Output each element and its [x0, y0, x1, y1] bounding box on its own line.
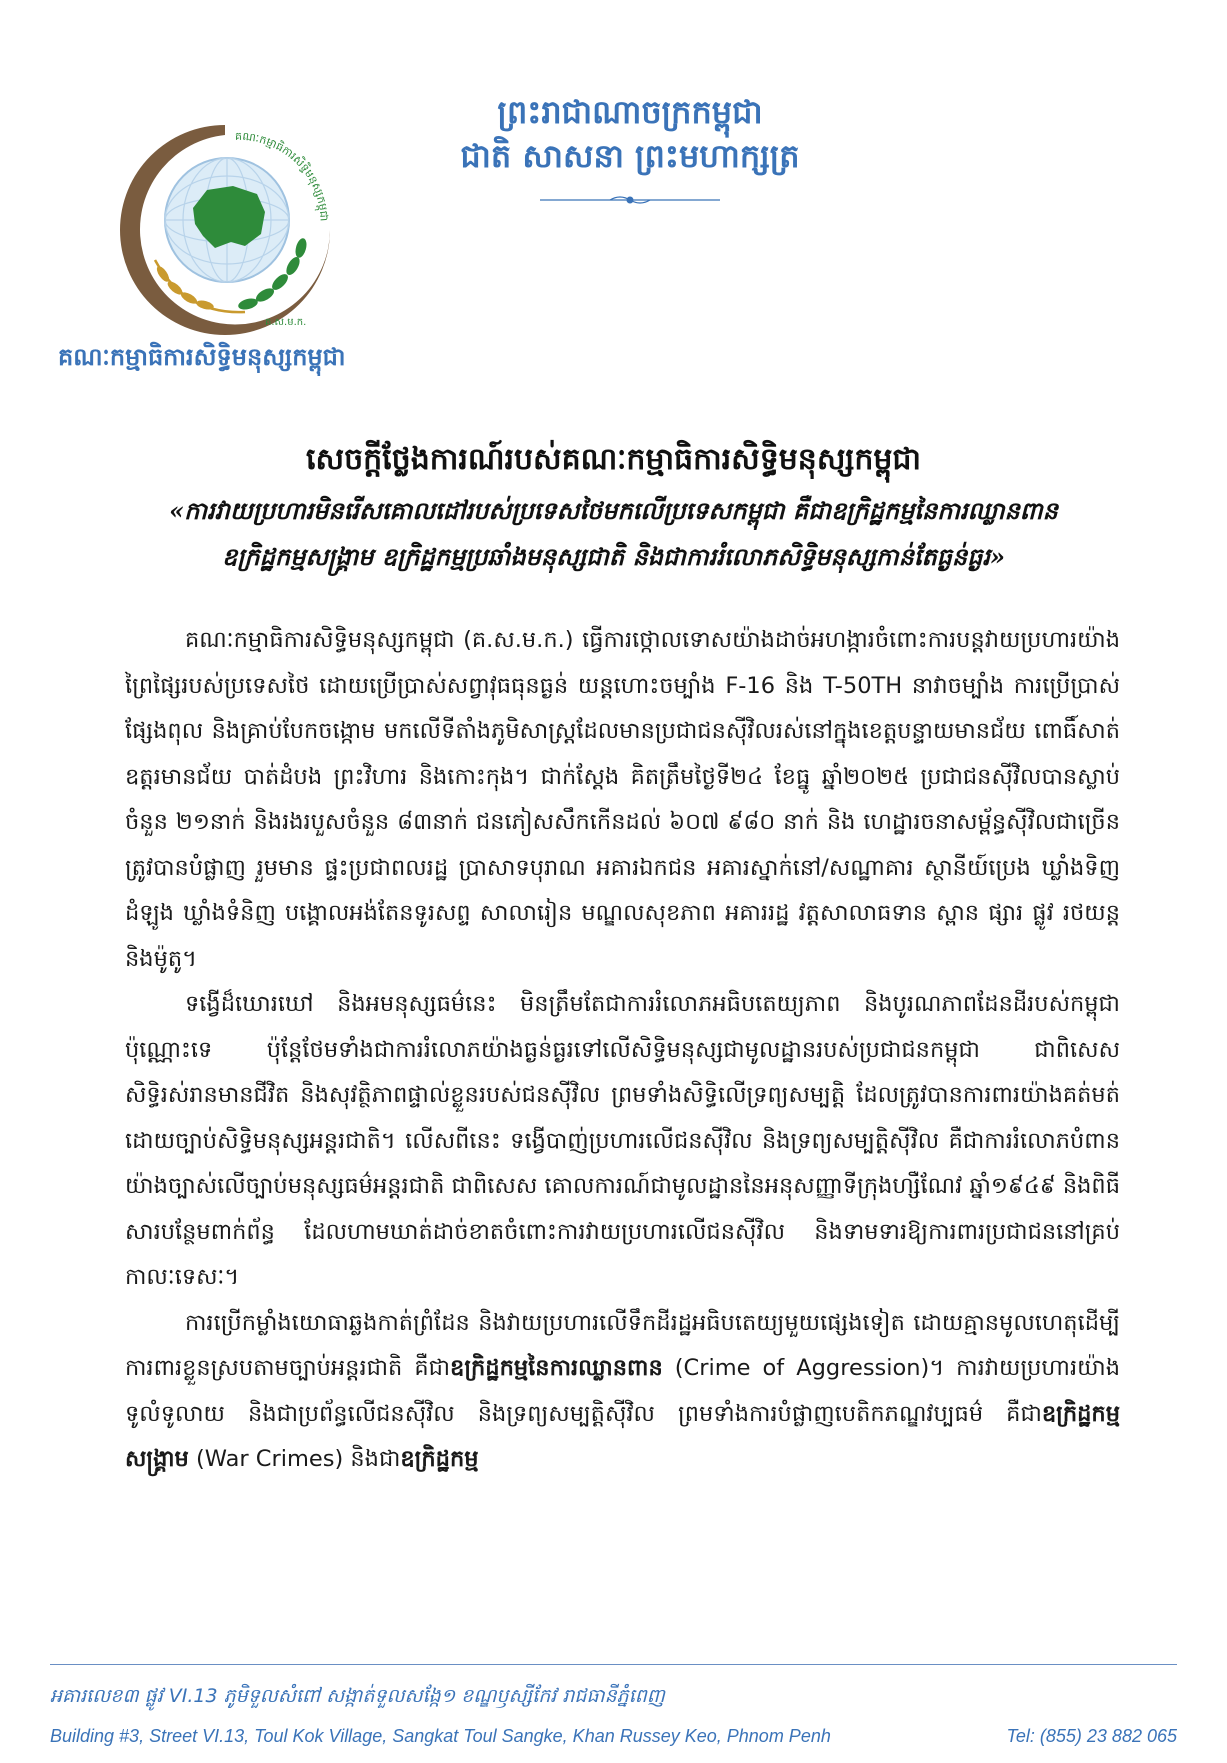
footer-divider	[50, 1664, 1177, 1665]
subtitle-line-1: «ការវាយប្រហារមិនរើសគោលដៅរបស់ប្រទេសថៃមកលើប្រទេសកម្ពុជា គឺជាឧក្រិដ្ឋកម្មនៃការឈ្លានពាន	[169, 496, 1058, 525]
term-crime-continued: ឧក្រិដ្ឋកម្ម	[400, 1446, 479, 1472]
kingdom-title: ព្រះរាជាណាចក្រកម្ពុជា	[497, 93, 763, 131]
org-name: គណៈកម្មាធិការសិទ្ធិមនុស្សកម្ពុជា	[58, 343, 346, 371]
statement-body	[125, 618, 1120, 1483]
statement-subtitle	[110, 488, 1117, 580]
paragraph-3-part-c: (Crime of Aggression)។ ការវាយប្រហារយ៉ាងទូលំទូលាយ និងជាប្រព័ន្ធលើជនស៊ីវិល និងទ្រព្យសម្បត្តិស៊ីវិល ព្រមទាំងការបំផ្លាញបេតិកភណ្ឌវប្បធម៌ គឺជា	[125, 1355, 1120, 1427]
org-logo	[115, 120, 335, 340]
kingdom-header	[420, 90, 840, 208]
footer-address-km: អគារលេខ៣ ផ្លូវ VI.13 ភូមិទួលសំពៅ សង្កាត់ទួលសង្កែ១ ខណ្ឌឫស្សីកែវ រាជធានីភ្នំពេញ	[50, 1685, 665, 1707]
kingdom-motto: ជាតិ សាសនា ព្រះមហាក្សត្រ	[460, 137, 800, 175]
paragraph-3	[125, 1301, 1120, 1483]
logo-ring-text: គណៈកម្មាធិការសិទ្ធិមនុស្សកម្ពុជា	[234, 129, 331, 222]
paragraph-2: ទង្វើដ៏ឃោរឃៅ និងអមនុស្សធម៌នេះ មិនត្រឹមតែជាការរំលោភអធិបតេយ្យភាព និងបូរណភាពដែនដីរបស់កម្ពុជាប៉ុណ្ណោះទេ ប៉ុន្តែថែមទាំងជាការរំលោភយ៉ាងធ្ងន់ធ្ងរទៅលើសិទ្ធិមនុស្សជាមូលដ្ឋានរបស់ប្រជាជនកម្ពុជា ជាពិសេស សិទ្ធិរស់រានមានជីវិត និងសុវត្ថិភាពផ្ទាល់ខ្លួនរបស់ជនស៊ីវិល ព្រមទាំងសិទ្ធិលើទ្រព្យសម្បត្តិ ដែលត្រូវបានការពារយ៉ាងគត់មត់ដោយច្បាប់សិទ្ធិមនុស្សអន្តរជាតិ។ លើសពីនេះ ទង្វើបាញ់ប្រហារលើជនស៊ីវិល និងទ្រព្យសម្បត្តិស៊ីវិល គឺជាការរំលោភបំពានយ៉ាងច្បាស់លើច្បាប់មនុស្សធម៌អន្តរជាតិ ជាពិសេស គោលការណ៍ជាមូលដ្ឋាននៃអនុសញ្ញាទីក្រុងហ្សឺណែវ ឆ្នាំ១៩៤៩ និងពិធីសារបន្ថែមពាក់ព័ន្ធ ដែលហាមឃាត់ដាច់ខាតចំពោះការវាយប្រហារលើជនស៊ីវិល និងទាមទារឱ្យការពារប្រជាជននៅគ្រប់កាលៈទេសៈ។	[125, 991, 1120, 1290]
paragraph-3-part-e: (War Crimes) និងជា	[188, 1446, 401, 1472]
term-crime-of-aggression: ឧក្រិដ្ឋកម្មនៃការឈ្លានពាន	[450, 1355, 663, 1381]
paragraph-1: គណៈកម្មាធិការសិទ្ធិមនុស្សកម្ពុជា (គ.ស.ម.ក.) ធ្វើការថ្កោលទោសយ៉ាងដាច់អហង្ការចំពោះការបន្តវាយប្រហារយ៉ាងព្រៃផ្សៃរបស់ប្រទេសថៃ ដោយប្រើប្រាស់សព្វាវុធធុនធ្ងន់ យន្តហោះចម្បាំង F-16 និង T-50TH នាវាចម្បាំង ការប្រើប្រាស់ផ្សែងពុល និងគ្រាប់បែកចង្កោម មកលើទីតាំងភូមិសាស្ត្រដែលមានប្រជាជនស៊ីវិលរស់នៅក្នុងខេត្តបន្ទាយមានជ័យ ពោធិ៍សាត់ ឧត្តរមានជ័យ បាត់ដំបង ព្រះវិហារ និងកោះកុង។ ជាក់ស្តែង គិតត្រឹមថ្ងៃទី២៤ ខែធ្នូ ឆ្នាំ២០២៥ ប្រជាជនស៊ីវិលបានស្លាប់ចំនួន ២១នាក់ និងរងរបួសចំនួន ៨៣នាក់ ជនភៀសសឹកកើនដល់ ៦០៧ ៩៨០ នាក់ និង ហេដ្ឋារចនាសម្ព័ន្ធស៊ីវិលជាច្រើនត្រូវបានបំផ្លាញ រួមមាន ផ្ទះប្រជាពលរដ្ឋ ប្រាសាទបុរាណ អគារឯកជន អគារស្នាក់នៅ/សណ្ឋាគារ ស្ថានីយ៍ប្រេង ឃ្លាំងទិញដំឡូង ឃ្លាំងទំនិញ បង្គោលអង់តែនទូរសព្ទ សាលារៀន មណ្ឌលសុខភាព អគាររដ្ឋ វត្តសាលាធទាន ស្ពាន ផ្សារ ផ្លូវ រថយន្ត និងម៉ូតូ។	[125, 627, 1120, 972]
paragraph-3-part-a: ការប្រើកម្លាំងយោធាឆ្លងកាត់ព្រំដែន និងវាយប្រហារលើទឹកដីរដ្ឋអធិបតេយ្យមួយផ្សេងទៀត ដោយគ្មានមូលហេតុដើម្បីការពារខ្លួនស្របតាមច្បាប់អន្តរជាតិ គឺជា	[125, 1309, 1120, 1381]
statement-title: សេចក្តីថ្លែងការណ៍របស់គណៈកម្មាធិការសិទ្ធិមនុស្សកម្ពុជា	[305, 442, 921, 477]
term-war-crimes: ឧក្រិដ្ឋកម្មសង្គ្រាម	[125, 1400, 1120, 1472]
org-logo-emblem	[115, 120, 335, 340]
footer-telephone: Tel: (855) 23 882 065	[1006, 1726, 1177, 1746]
subtitle-line-2: ឧក្រិដ្ឋកម្មសង្គ្រាម ឧក្រិដ្ឋកម្មប្រឆាំងមនុស្សជាតិ និងជាការរំលោភសិទ្ធិមនុស្សកាន់តែធ្ងន់ធ្ងរ»	[222, 542, 1005, 571]
logo-initials: គ.ស.ម.ក.	[265, 317, 307, 328]
footer-address-en: Building #3, Street VI.13, Toul Kok Village, Sangkat Toul Sangke, Khan Russey Keo, Phnom Penh	[50, 1726, 831, 1746]
ornament-divider	[540, 192, 720, 208]
